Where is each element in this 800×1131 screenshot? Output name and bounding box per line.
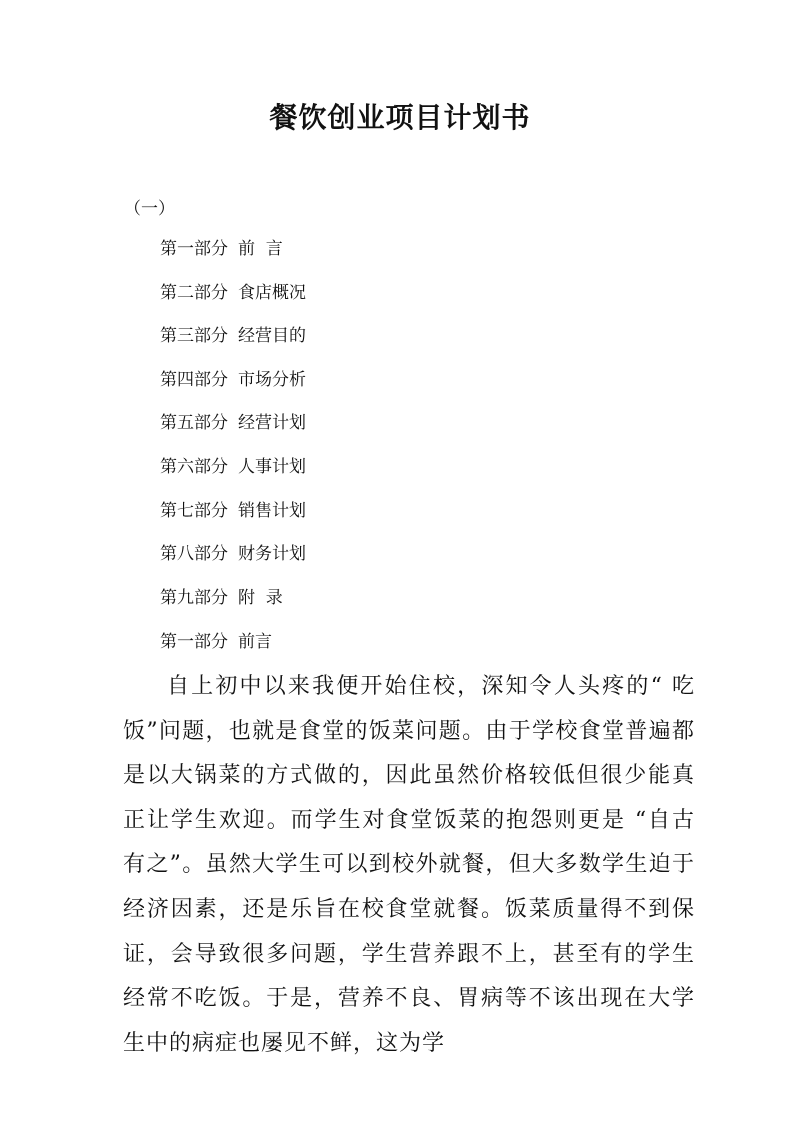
toc-item-name: 销售计划 [238,500,306,521]
toc-item-name: 财务计划 [238,544,306,565]
toc-item [160,234,306,278]
toc-item-number: 第四部分 [160,369,228,390]
toc-item-number: 第二部分 [160,282,228,303]
toc-item-number: 第三部分 [160,326,228,347]
toc-item [160,278,306,322]
toc-item-number: 第七部分 [160,500,228,521]
toc-item [160,452,306,496]
section-heading [160,627,272,652]
toc-item-name: 市场分析 [238,369,306,390]
toc-item [160,539,306,583]
toc-item [160,408,306,452]
section-marker: （一） [124,199,175,219]
toc-item-name: 食店概况 [238,282,306,303]
toc-item-name: 经营计划 [238,413,306,434]
toc-item-name: 前 言 [238,239,283,259]
toc-item [160,496,306,540]
toc-item-name: 人事计划 [238,456,306,477]
section-heading-name: 前言 [238,632,272,652]
toc-item [160,583,306,627]
section-heading-number: 第一部分 [160,632,228,652]
toc-item-name: 附 录 [238,587,283,608]
body-paragraph: 自上初中以来我便开始住校，深知令人头疼的“ 吃饭”问题，也就是食堂的饭菜问题。由于学校食堂普遍都是以大锅菜的方式做的，因此虽然价格较低但很少能真正让学生欢迎。而学生对食堂饭菜的抱怨则更是 “自古有之”。虽然大学生可以到校外就餐，但大多数学生迫于经济因素，还是乐旨在校食堂就餐。饭菜质量得不到保证，会导致很多问题，学生营养跟不上，甚至有的学生经常不吃饭。于是，营养不良、胃病等不该出现在大学生中的病症也屡见不鲜，这为学 [123,674,695,1056]
toc-item [160,365,306,409]
table-of-contents [160,234,306,626]
toc-item [160,321,306,365]
toc-item-number: 第五部分 [160,413,228,434]
toc-item-number: 第一部分 [160,239,228,259]
toc-item-number: 第六部分 [160,456,228,477]
toc-item-name: 经营目的 [238,326,306,347]
toc-item-number: 第八部分 [160,544,228,565]
toc-item-number: 第九部分 [160,587,228,608]
document-title: 餐饮创业项目计划书 [269,101,531,134]
